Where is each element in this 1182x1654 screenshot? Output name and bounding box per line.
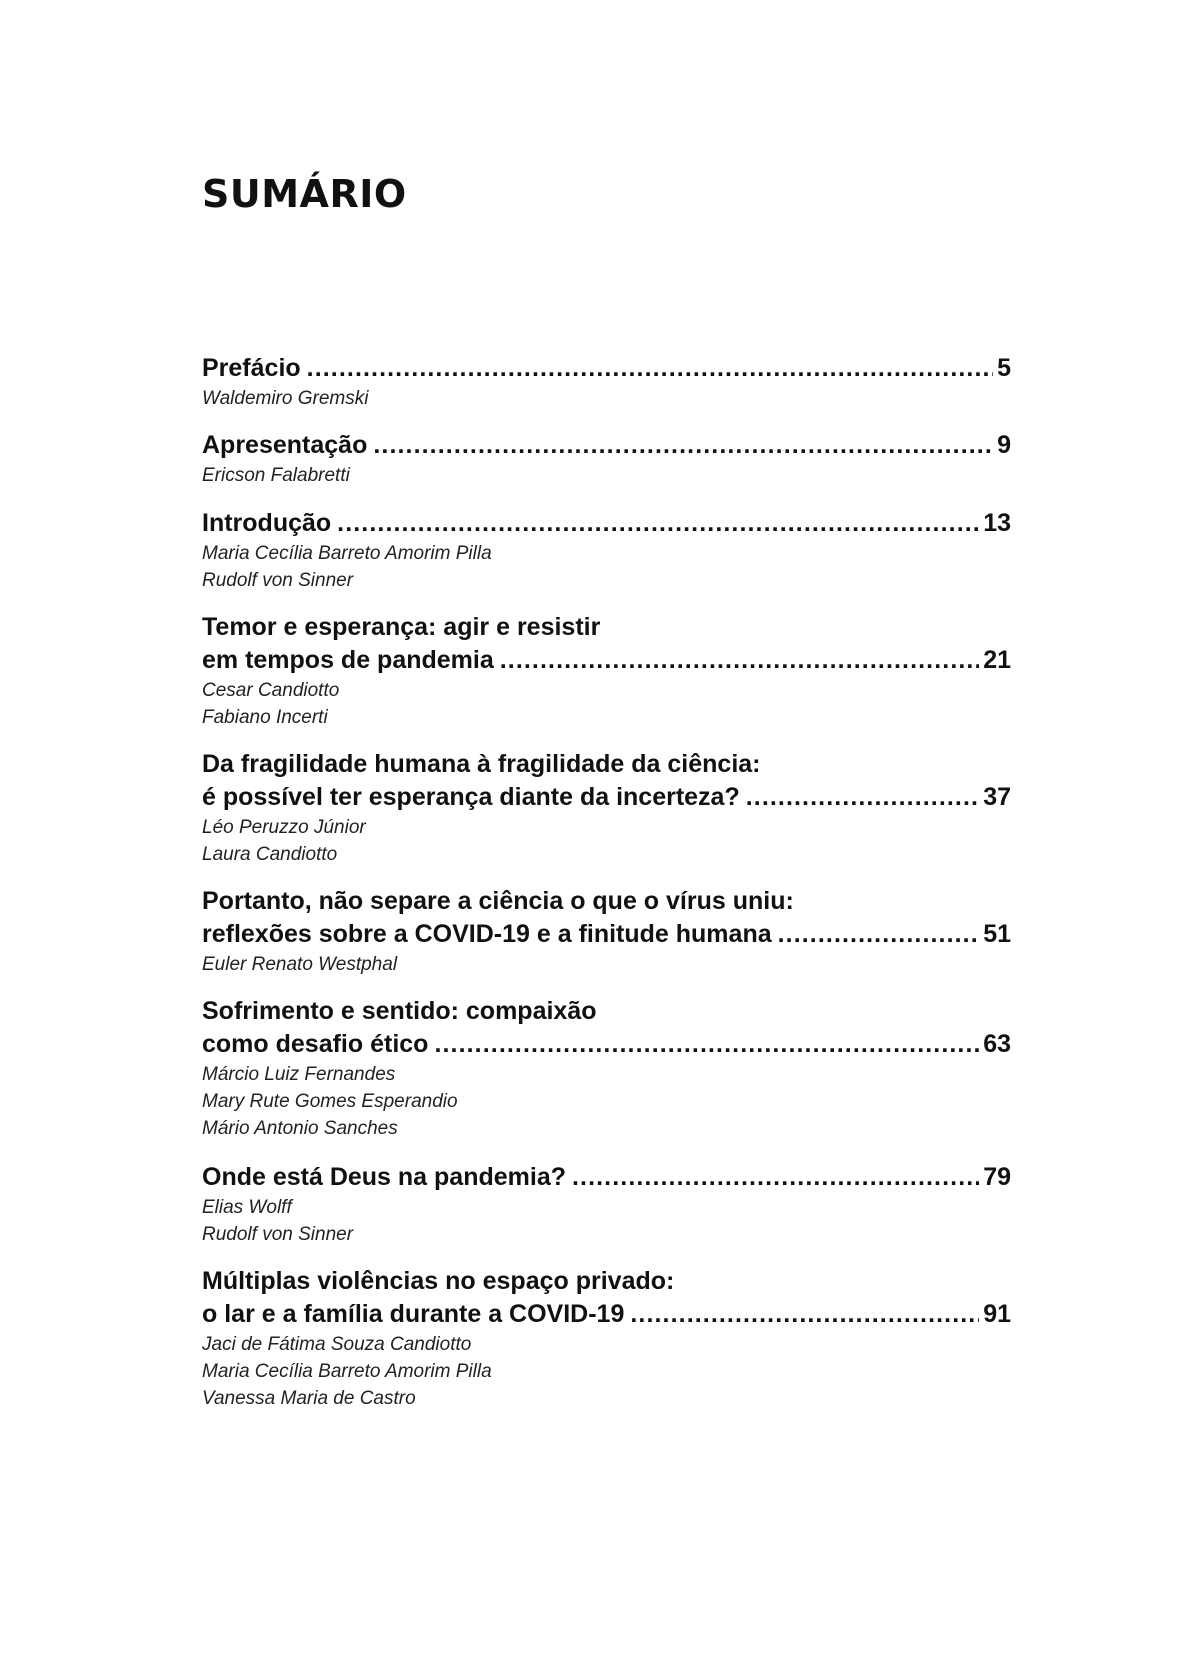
page-title: SUMÁRIO [202, 172, 407, 216]
table-of-contents [202, 352, 1011, 1412]
toc-entry-title-row [202, 507, 1011, 540]
toc-entry [202, 507, 1011, 594]
toc-entry-author: Maria Cecília Barreto Amorim Pilla [202, 543, 492, 564]
toc-entry-title-row [202, 1298, 1011, 1331]
dot-leader [746, 781, 979, 814]
toc-entry [202, 429, 1011, 489]
toc-entry-author: Vanessa Maria de Castro [202, 1388, 416, 1409]
toc-entry-page-number: 5 [997, 354, 1011, 382]
toc-entry-author: Laura Candiotto [202, 844, 338, 865]
toc-entry-author: Fabiano Incerti [202, 707, 328, 728]
toc-entry-title: Apresentação [202, 431, 368, 459]
toc-entry-author: Mary Rute Gomes Esperandio [202, 1091, 458, 1112]
toc-entry-title: reflexões sobre a COVID-19 e a finitude humana [202, 920, 772, 948]
toc-entry-title: Introdução [202, 509, 332, 537]
toc-entry-title-row [202, 352, 1011, 385]
toc-entry-page-number: 91 [983, 1300, 1011, 1328]
toc-entry-title-row [202, 918, 1011, 951]
toc-entry-title: Da fragilidade humana à fragilidade da ciência: [202, 750, 761, 778]
toc-entry [202, 611, 1011, 731]
toc-entry [202, 1161, 1011, 1248]
toc-entry-title-row [202, 781, 1011, 814]
dot-leader [572, 1161, 979, 1194]
toc-entry-author: Ericson Falabretti [202, 465, 350, 486]
toc-entry [202, 885, 1011, 978]
toc-entry-page-number: 13 [983, 509, 1011, 537]
dot-leader [373, 429, 993, 462]
toc-entry-title-row [202, 1161, 1011, 1194]
toc-entry-title-row [202, 644, 1011, 677]
toc-entry-author: Elias Wolff [202, 1197, 292, 1218]
toc-entry-author: Cesar Candiotto [202, 680, 340, 701]
toc-entry-author: Waldemiro Gremski [202, 388, 369, 409]
dot-leader [434, 1028, 979, 1061]
toc-entry-title: Múltiplas violências no espaço privado: [202, 1267, 675, 1295]
toc-entry-author: Mário Antonio Sanches [202, 1118, 398, 1139]
toc-entry-title: Portanto, não separe a ciência o que o vírus uniu: [202, 887, 794, 915]
dot-leader [500, 644, 979, 677]
toc-entry-author: Jaci de Fátima Souza Candiotto [202, 1334, 472, 1355]
toc-entry-title: o lar e a família durante a COVID-19 [202, 1300, 625, 1328]
toc-entry-title: é possível ter esperança diante da incerteza? [202, 783, 740, 811]
toc-entry-title: em tempos de pandemia [202, 646, 494, 674]
dot-leader [778, 918, 980, 951]
dot-leader [307, 352, 993, 385]
toc-entry-page-number: 37 [983, 783, 1011, 811]
toc-entry-author: Euler Renato Westphal [202, 954, 398, 975]
toc-entry-page-number: 51 [983, 920, 1011, 948]
toc-entry-page-number: 9 [997, 431, 1011, 459]
toc-entry-author: Rudolf von Sinner [202, 570, 354, 591]
toc-entry-author: Maria Cecília Barreto Amorim Pilla [202, 1361, 492, 1382]
toc-entry-title: Temor e esperança: agir e resistir [202, 613, 601, 641]
toc-entry-author: Rudolf von Sinner [202, 1224, 354, 1245]
toc-entry-title-row [202, 429, 1011, 462]
toc-entry-title-row [202, 1028, 1011, 1061]
toc-entry-page-number: 79 [983, 1163, 1011, 1191]
toc-entry-author: Márcio Luiz Fernandes [202, 1064, 396, 1085]
toc-entry-title: Prefácio [202, 354, 301, 382]
toc-entry [202, 995, 1011, 1142]
toc-entry-title: como desafio ético [202, 1030, 429, 1058]
toc-entry-title: Sofrimento e sentido: compaixão [202, 997, 597, 1025]
toc-entry [202, 352, 1011, 412]
toc-entry [202, 748, 1011, 868]
dot-leader [630, 1298, 979, 1331]
toc-entry-title: Onde está Deus na pandemia? [202, 1163, 566, 1191]
toc-entry-author: Léo Peruzzo Júnior [202, 817, 366, 838]
toc-entry-page-number: 63 [983, 1030, 1011, 1058]
toc-entry-page-number: 21 [983, 646, 1011, 674]
dot-leader [337, 507, 979, 540]
toc-entry [202, 1265, 1011, 1412]
